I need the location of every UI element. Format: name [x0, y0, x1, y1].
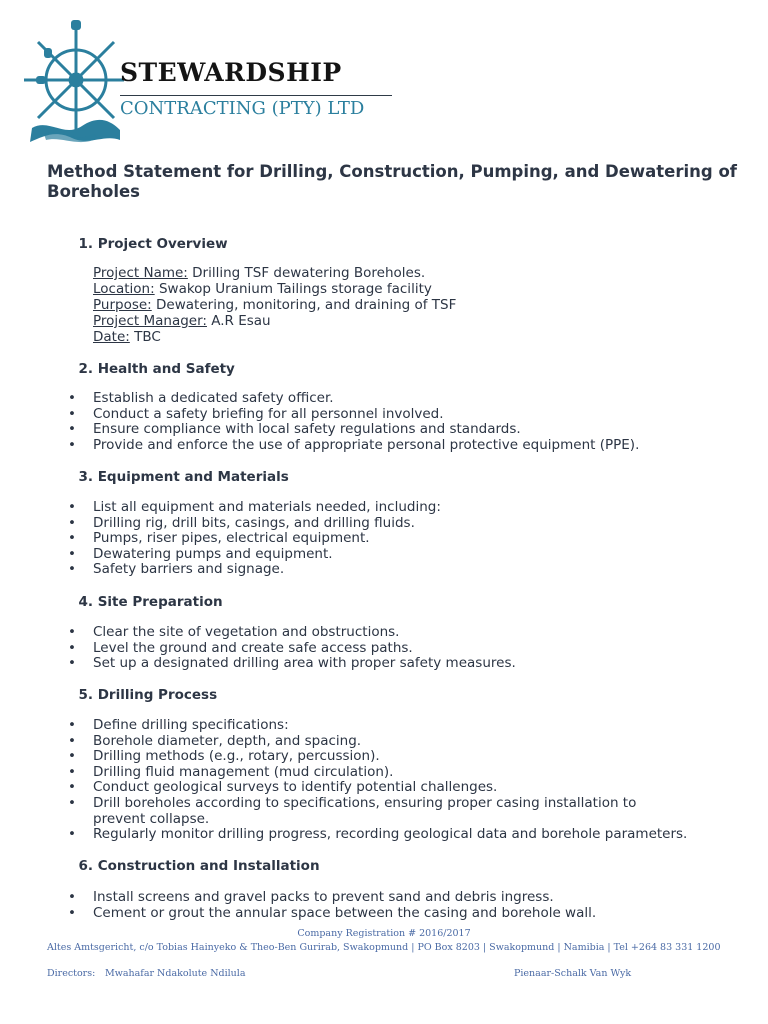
site-preparation-list	[0, 625, 733, 672]
list-item: • Define drilling specifications:	[68, 717, 289, 733]
list-item: • Conduct geological surveys to identify potential challenges.	[68, 779, 498, 796]
section-number: 4.	[78, 594, 93, 610]
bullet-icon: •	[68, 390, 76, 406]
field-value: Dewatering, monitoring, and draining of TSF	[156, 297, 457, 313]
bullet-icon: •	[68, 624, 76, 640]
field-value: A.R Esau	[211, 313, 271, 329]
section-number: 2.	[78, 361, 93, 377]
bullet-icon: •	[68, 826, 76, 843]
field-value: Swakop Uranium Tailings storage facility	[158, 281, 432, 297]
health-safety-list	[0, 391, 733, 453]
list-item: • Drilling methods (e.g., rotary, percussion).	[68, 748, 380, 765]
bullet-icon: •	[68, 421, 76, 438]
section-title: Site Preparation	[97, 594, 223, 610]
list-item: • Provide and enforce the use of appropriate personal protective equipment (PPE).	[68, 436, 640, 453]
section-heading-health-and-safety	[47, 361, 235, 377]
section-title: Health and Safety	[97, 361, 235, 377]
section-title: Project Overview	[97, 236, 228, 252]
list-item: • Drilling fluid management (mud circulation).	[68, 763, 394, 780]
bullet-icon: •	[68, 561, 76, 578]
date-line	[93, 330, 161, 346]
project-name-line	[93, 266, 425, 282]
list-item: • Regularly monitor drilling progress, recording geological data and borehole parameters.	[68, 826, 688, 843]
company-name: STEWARDSHIP	[120, 58, 342, 87]
section-number: 1.	[78, 236, 93, 252]
list-item: • Pumps, riser pipes, electrical equipment.	[68, 530, 370, 547]
field-label: Location:	[93, 281, 155, 297]
section-heading-equipment-and-materials	[47, 469, 289, 485]
document-title: Method Statement for Drilling, Construction, Pumping, and Dewatering of Boreholes	[47, 162, 737, 201]
purpose-line	[93, 298, 456, 314]
section-number: 3.	[78, 469, 93, 485]
directors-label: Directors:	[47, 968, 96, 979]
bullet-icon: •	[68, 794, 76, 811]
bullet-icon: •	[68, 732, 76, 749]
drilling-process-list	[0, 718, 733, 843]
list-item: • Borehole diameter, depth, and spacing.	[68, 732, 362, 749]
list-item: • Set up a designated drilling area with proper safety measures.	[68, 655, 516, 672]
section-title: Drilling Process	[97, 687, 218, 703]
bullet-icon: •	[68, 639, 76, 656]
section-title: Construction and Installation	[97, 858, 320, 874]
list-item: • Cement or grout the annular space between the casing and borehole wall.	[68, 904, 597, 921]
bullet-icon: •	[68, 545, 76, 562]
list-item: • Safety barriers and signage.	[68, 561, 285, 578]
list-item: • Level the ground and create safe access paths.	[68, 639, 413, 656]
bullet-icon: •	[68, 717, 76, 733]
field-label: Project Name:	[93, 265, 188, 281]
list-item: • Drilling rig, drill bits, casings, and drilling fluids.	[68, 514, 415, 531]
field-value: TBC	[134, 329, 161, 345]
field-label: Purpose:	[93, 297, 152, 313]
company-address: Altes Amtsgericht, c/o Tobias Hainyeko & Theo-Ben Gurirab, Swakopmund | PO Box 8203 | Swakopmund | Namibia | Tel +264 83 331 1200	[47, 942, 721, 953]
field-label: Date:	[93, 329, 130, 345]
directors-line	[47, 968, 727, 979]
bullet-icon: •	[68, 779, 76, 796]
director-name: Mwahafar Ndakolute Ndilula	[105, 968, 246, 979]
field-label: Project Manager:	[93, 313, 207, 329]
list-item: • Ensure compliance with local safety regulations and standards.	[68, 421, 521, 438]
bullet-icon: •	[68, 655, 76, 672]
company-divider	[120, 95, 392, 96]
section-heading-site-preparation	[47, 594, 223, 610]
list-item: • Establish a dedicated safety officer.	[68, 390, 334, 406]
list-item: • List all equipment and materials needed, including:	[68, 499, 441, 515]
bullet-icon: •	[68, 499, 76, 515]
bullet-icon: •	[68, 889, 76, 905]
equipment-list	[0, 500, 733, 578]
location-line	[93, 282, 432, 298]
company-registration: Company Registration # 2016/2017	[297, 928, 471, 939]
section-title: Equipment and Materials	[97, 469, 289, 485]
list-item: • Dewatering pumps and equipment.	[68, 545, 333, 562]
bullet-icon: •	[68, 530, 76, 547]
bullet-icon: •	[68, 514, 76, 531]
company-subtitle: CONTRACTING (PTY) LTD	[120, 98, 365, 119]
director-name: Pienaar-Schalk Van Wyk	[514, 968, 632, 979]
section-heading-drilling-process	[47, 687, 217, 703]
ships-wheel-logo-icon	[24, 18, 124, 148]
list-item: • Clear the site of vegetation and obstructions.	[68, 624, 400, 640]
section-number: 5.	[78, 687, 93, 703]
bullet-icon: •	[68, 763, 76, 780]
bullet-icon: •	[68, 904, 76, 921]
bullet-icon: •	[68, 748, 76, 765]
project-manager-line	[93, 314, 271, 330]
field-value: Drilling TSF dewatering Boreholes.	[192, 265, 426, 281]
list-item: • Conduct a safety briefing for all personnel involved.	[68, 405, 444, 422]
section-heading-construction-and-installation	[47, 858, 320, 874]
construction-list	[0, 890, 733, 921]
list-item: • Install screens and gravel packs to prevent sand and debris ingress.	[68, 889, 554, 905]
section-number: 6.	[78, 858, 93, 874]
list-item: • Drill boreholes according to specifications, ensuring proper casing installation to prevent collapse.	[68, 794, 637, 827]
bullet-icon: •	[68, 405, 76, 422]
section-heading-project-overview	[47, 236, 228, 252]
bullet-icon: •	[68, 436, 76, 453]
